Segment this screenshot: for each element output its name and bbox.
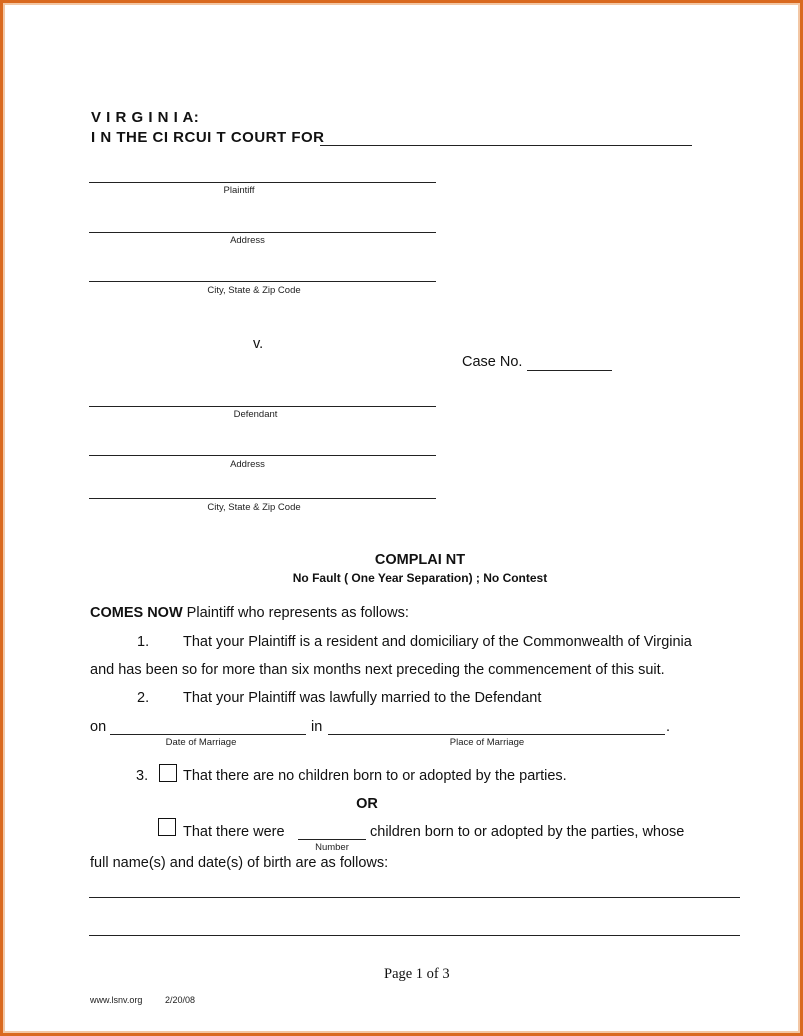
defendant-caption: Defendant xyxy=(233,409,278,420)
para1-number: 1. xyxy=(137,634,150,650)
children-checkbox[interactable] xyxy=(158,818,176,836)
marriage-date-line[interactable] xyxy=(110,734,306,735)
plaintiff-address-line[interactable] xyxy=(89,232,436,233)
plaintiff-city-caption: City, State & Zip Code xyxy=(207,285,301,296)
children-number-line[interactable] xyxy=(298,839,366,840)
para2-in-label: in xyxy=(311,719,323,735)
para3-number: 3. xyxy=(136,768,149,784)
intro-bold: COMES NOW xyxy=(90,605,183,621)
para2-on-label: on xyxy=(90,719,107,735)
state-heading: V I R G I N I A: xyxy=(91,109,200,126)
defendant-city-caption: City, State & Zip Code xyxy=(207,502,301,513)
children-text-pre: That there were xyxy=(183,824,285,840)
plaintiff-name-line[interactable] xyxy=(89,182,436,183)
para2-line1: That your Plaintiff was lawfully married to the Defendant xyxy=(183,690,542,706)
no-children-checkbox[interactable] xyxy=(159,764,177,782)
children-text-post: children born to or adopted by the parties, whose xyxy=(370,824,685,840)
intro-rest: Plaintiff who represents as follows: xyxy=(186,605,409,621)
no-children-text: That there are no children born to or adopted by the parties. xyxy=(183,768,567,784)
footer-date: 2/20/08 xyxy=(165,995,196,1005)
marriage-place-caption: Place of Marriage xyxy=(449,737,525,748)
para2-period: . xyxy=(666,719,671,735)
footer-site: www.lsnv.org xyxy=(90,995,143,1005)
court-heading: I N THE CI RCUI T COURT FOR xyxy=(91,129,325,146)
marriage-place-line[interactable] xyxy=(328,734,665,735)
children-line2: full name(s) and date(s) of birth are as follows: xyxy=(90,855,389,871)
para2-number: 2. xyxy=(137,690,150,706)
versus-label: v. xyxy=(253,336,264,352)
defendant-city-line[interactable] xyxy=(89,498,436,499)
number-caption: Number xyxy=(315,842,349,853)
case-number-label: Case No. xyxy=(462,354,523,370)
plaintiff-address-caption: Address xyxy=(230,235,265,246)
case-number-line[interactable] xyxy=(527,370,612,371)
para1-line1: That your Plaintiff is a resident and domiciliary of the Commonwealth of Virginia xyxy=(183,634,692,650)
court-name-line[interactable] xyxy=(320,145,692,146)
para1-line2: and has been so for more than six months next preceding the commencement of this suit. xyxy=(90,662,665,678)
intro-line xyxy=(90,605,409,621)
document-subtitle: No Fault ( One Year Separation) ; No Contest xyxy=(292,571,548,585)
plaintiff-caption: Plaintiff xyxy=(223,185,255,196)
document-title: COMPLAI NT xyxy=(374,552,466,568)
children-details-line-1[interactable] xyxy=(89,897,740,898)
plaintiff-city-line[interactable] xyxy=(89,281,436,282)
or-separator: OR xyxy=(356,796,378,812)
children-details-line-2[interactable] xyxy=(89,935,740,936)
page-number: Page 1 of 3 xyxy=(384,966,450,982)
defendant-address-caption: Address xyxy=(230,459,265,470)
marriage-date-caption: Date of Marriage xyxy=(165,737,237,748)
defendant-address-line[interactable] xyxy=(89,455,436,456)
defendant-name-line[interactable] xyxy=(89,406,436,407)
